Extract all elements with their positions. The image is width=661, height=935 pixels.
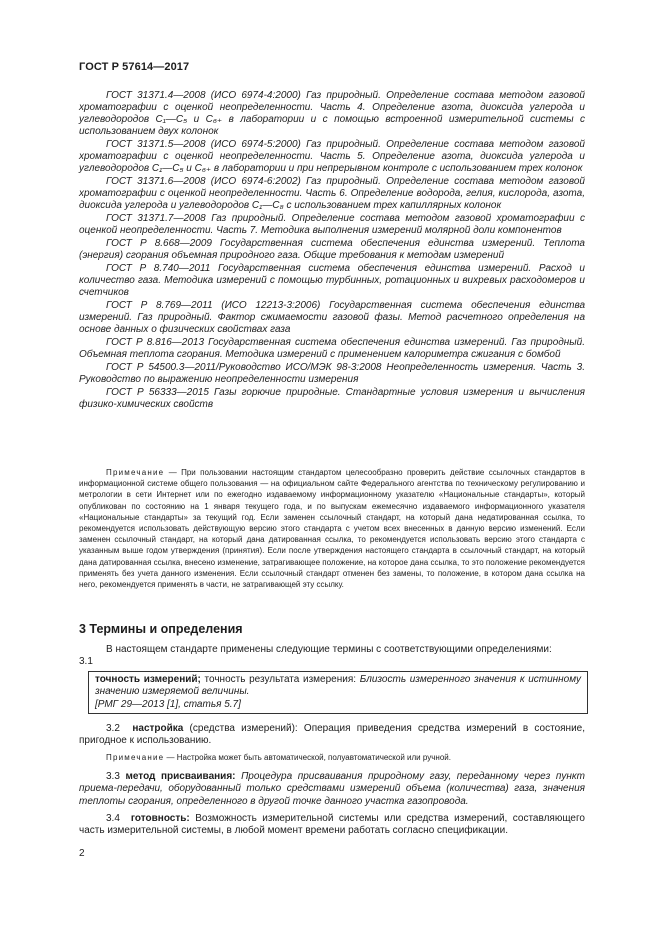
- term-3-2-note: [79, 752, 585, 763]
- term-3-3-number: 3.3: [106, 771, 120, 782]
- term-3-2: [79, 723, 585, 748]
- normative-references-list: [79, 90, 585, 412]
- term-3-3: [79, 771, 585, 808]
- section-3-intro: [79, 644, 585, 669]
- term-3-2-definition: (средства измерений): Операция приведения средства измерений в состояние, пригодное к использованию.: [79, 723, 586, 747]
- term-3-2-term: настройка: [132, 723, 184, 734]
- term-3-2-note-text: — Настройка может быть автоматической, полуавтоматической или ручной.: [164, 753, 451, 762]
- reference-item: ГОСТ 31371.4—2008 (ИСО 6974-4:2000) Газ природный. Определение состава методом газовой хроматографии с оценкой неопределенности. Часть 4. Определение азота, диоксида углерода и углеводородов C₁—C₅ и C₆₊ в лаборатории и с помощью встроенной измерительной системы с использованием двух колонок: [79, 90, 585, 137]
- note-label: Примечание: [106, 468, 165, 477]
- term-3-4-definition: Возможность измерительной системы или средства измерений, составляющего часть измерительной системы, в любой момент времени работать согласно спецификации.: [79, 813, 585, 837]
- reference-item: ГОСТ Р 8.769—2011 (ИСО 12213-3:2006) Государственная система обеспечения единства измерений. Газ природный. Фактор сжимаемости газовой фазы. Метод расчетного определения на основе данных о физических свойствах газа: [79, 300, 585, 335]
- reference-item: ГОСТ 31371.5—2008 (ИСО 6974-5:2000) Газ природный. Определение состава методом газовой хроматографии с оценкой неопределенности. Часть 5. Определение азота, диоксида углерода и углеводородов C₁—C₅ и C₆₊ в лаборатории и при непрерывном контроле с использованием трех колонок: [79, 139, 585, 174]
- term-3-4-number: 3.4: [106, 813, 120, 824]
- term-3-1-number: 3.1: [79, 656, 93, 668]
- term-3-1-synonym: точность результата измерения:: [200, 674, 360, 685]
- references-note: [79, 467, 585, 590]
- term-3-2-note-label: Примечание: [106, 753, 165, 762]
- document-header: ГОСТ Р 57614—2017: [79, 61, 190, 73]
- reference-item: ГОСТ Р 56333—2015 Газы горючие природные. Стандартные условия измерения и вычисления физико-химических свойств: [79, 387, 585, 410]
- reference-item: ГОСТ 31371.6—2008 (ИСО 6974-6:2002) Газ природный. Определение состава методом газовой хроматографии с оценкой неопределенности. Часть 6. Определение водорода, гелия, кислорода, азота, диоксида углерода и углеводородов C₁—C₈ с использованием трех капиллярных колонок: [79, 176, 585, 211]
- term-3-3-term: метод присваивания:: [125, 771, 236, 782]
- reference-item: ГОСТ Р 8.740—2011 Государственная система обеспечения единства измерений. Расход и количество газа. Методика измерений с помощью турбинных, ротационных и вихревых расходомеров и счетчиков: [79, 263, 585, 298]
- term-3-4-term: готовность:: [130, 813, 190, 824]
- term-3-3-definition: Процедура присваивания природному газу, переданному через пункт приема-передачи, оборудованный только средствами измерений объема (количества) газа, значения теплоты сгорания, определенного в другой точке данного участка газопровода.: [79, 771, 585, 807]
- section-3-title: 3 Термины и определения: [79, 622, 243, 636]
- page-number: 2: [79, 848, 85, 859]
- term-3-1-definition: Близость измеренного значения к истинному значению измеряемой величины.: [95, 674, 581, 698]
- term-3-1-box: [88, 671, 588, 714]
- reference-item: ГОСТ 31371.7—2008 Газ природный. Определение состава методом газовой хроматографии с оценкой неопределенности. Часть 7. Методика выполнения измерений молярной доли компонентов: [79, 213, 585, 236]
- term-3-1-source: [РМГ 29—2013 [1], статья 5.7]: [95, 698, 241, 710]
- reference-item: ГОСТ Р 8.816—2013 Государственная система обеспечения единства измерений. Газ природный. Объемная теплота сгорания. Методика измерений с применением калориметра сжигания с бомбой: [79, 337, 585, 360]
- term-3-1-term: точность измерений;: [95, 674, 201, 685]
- intro-text: В настоящем стандарте применены следующие термины с соответствующими определениями:: [106, 644, 552, 655]
- term-3-2-number: 3.2: [106, 723, 120, 734]
- term-3-4: [79, 813, 585, 838]
- reference-item: ГОСТ Р 8.668—2009 Государственная система обеспечения единства измерений. Теплота (энергия) сгорания объемная природного газа. Общие требования к методам измерений: [79, 238, 585, 261]
- reference-item: ГОСТ Р 54500.3—2011/Руководство ИСО/МЭК 98-3:2008 Неопределенность измерения. Часть 3. Руководство по выражению неопределенности измерения: [79, 362, 585, 385]
- note-text: — При пользовании настоящим стандартом целесообразно проверить действие ссылочных стандартов в информационной системе общего пользования — на официальном сайте Федерального агентства по техническому регулированию и метрологии в сети Интернет или по ежегодно издаваемому информационному указателю «Национальные стандарты», который опубликован по состоянию на 1 января текущего года, и по выпускам ежемесячно издаваемого информационного указателя «Национальные стандарты» за текущий год. Если заменен ссылочный стандарт, на который дана недатированная ссылка, то рекомендуется использовать действующую версию этого стандарта с учетом всех внесенных в данную версию изменений. Если заменен ссылочный стандарт, на который дана датированная ссылка, то рекомендуется использовать версию этого стандарта с указанным выше годом утверждения (принятия). Если после утверждения настоящего стандарта в ссылочный стандарт, на который дана датированная ссылка, внесено изменение, затрагивающее положение, на которое дана ссылка, то это положение рекомендуется применять без учета данного изменения. Если ссылочный стандарт отменен без замены, то положение, в котором дана ссылка на него, рекомендуется применять в части, не затрагивающей эту ссылку.: [79, 468, 585, 590]
